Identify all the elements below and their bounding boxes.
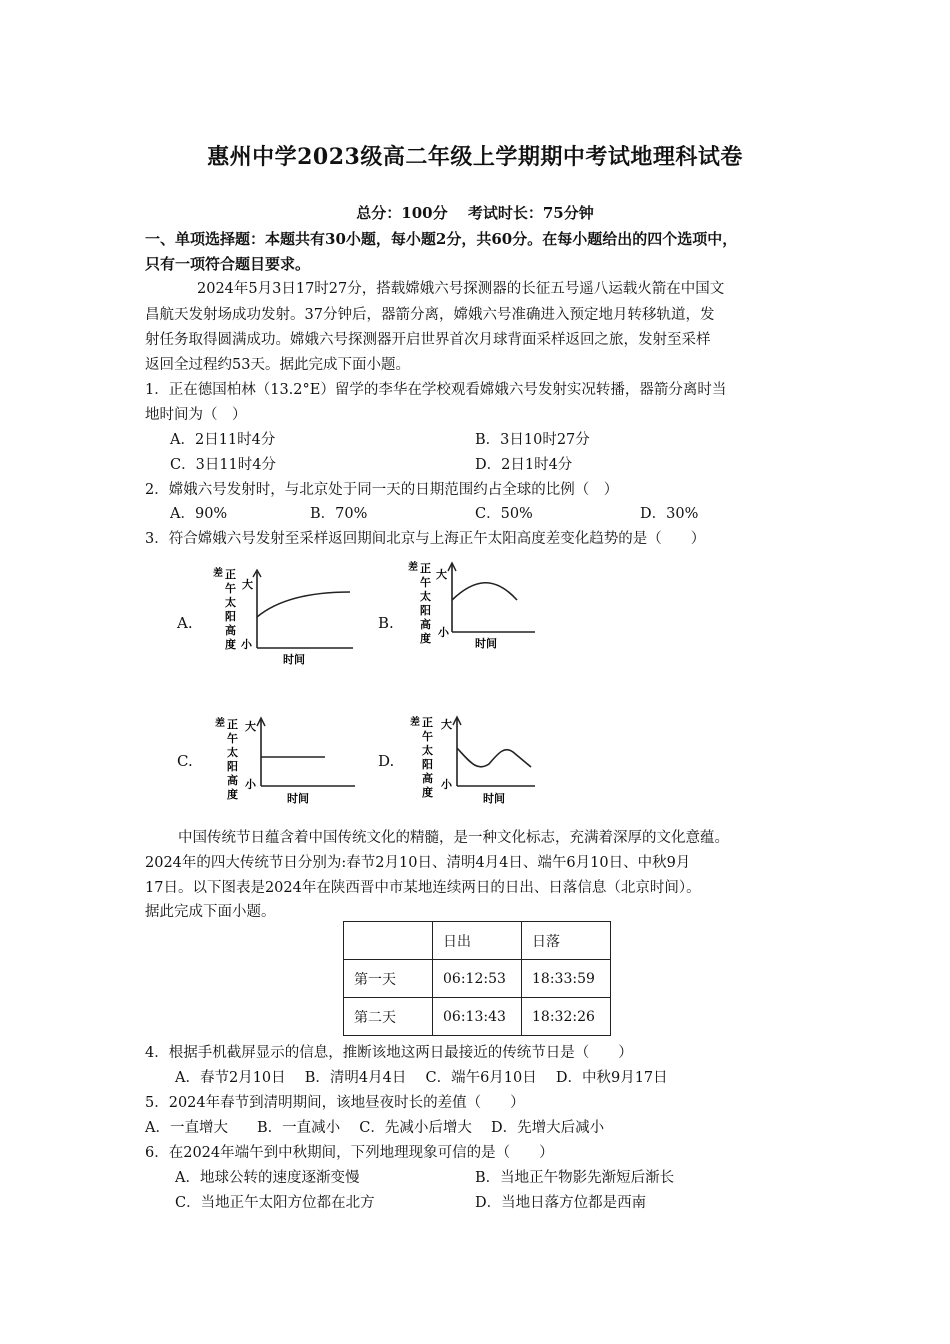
y-low: 小 — [438, 626, 449, 639]
table-cell: 06:13:43 — [433, 998, 522, 1036]
q1-option-c: C．3日11时4分 — [170, 457, 276, 473]
y-low: 小 — [245, 778, 256, 791]
chart-d — [405, 712, 540, 812]
y-label-char: 太 — [422, 744, 433, 757]
passage1-line: 返回全过程约53天。据此完成下面小题。 — [145, 357, 410, 373]
chart-b — [405, 558, 540, 658]
y-label-char: 高 — [225, 624, 236, 637]
y-label-char: 阳 — [227, 760, 238, 773]
y-label-char: 正 — [422, 716, 433, 729]
y-label-char: 正 — [225, 568, 236, 581]
y-label-char: 正 — [420, 562, 431, 575]
page-title: 惠州中学2023级高二年级上学期期中考试地理科试卷 — [207, 144, 743, 170]
y-label-char: 午 — [420, 576, 431, 589]
table-header-row — [344, 922, 611, 960]
chart-c-label: C. — [177, 752, 193, 770]
y-label-char: 度 — [422, 786, 433, 799]
q6-option-d: D．当地日落方位都是西南 — [475, 1195, 647, 1211]
x-label: 时间 — [475, 637, 497, 650]
q1-stem-line1: 1．正在德国柏林（13.2°E）留学的李华在学校观看嫦娥六号发射实况转播，器箭分离时当 — [145, 382, 727, 398]
y-label-char: 度 — [420, 632, 431, 645]
q2-option-d: D．30% — [640, 506, 699, 522]
passage1-line: 昌航天发射场成功发射。37分钟后，器箭分离，嫦娥六号准确进入预定地月转移轨道，发 — [145, 307, 715, 323]
trend-curve-b — [452, 583, 517, 600]
q1-option-a: A．2日11时4分 — [170, 432, 276, 448]
table-cell: 日落 — [522, 922, 611, 960]
q2-option-b: B．70% — [310, 506, 368, 522]
q5-stem: 5．2024年春节到清明期间，该地昼夜时长的差值（ ） — [145, 1095, 525, 1111]
passage2-line: 中国传统节日蕴含着中国传统文化的精髓，是一种文化标志，充满着深厚的文化意蕴。 — [178, 830, 729, 846]
q2-option-a: A．90% — [170, 506, 228, 522]
chart-a — [205, 562, 365, 672]
q1-option-b: B．3日10时27分 — [475, 432, 590, 448]
passage2-line: 据此完成下面小题。 — [145, 904, 276, 920]
q1-stem-line2: 地时间为（ ） — [145, 407, 247, 423]
y-label-extra: 差 — [215, 718, 225, 729]
sun-table — [343, 921, 611, 1036]
y-label-char: 太 — [225, 596, 236, 609]
table-cell: 06:12:53 — [433, 960, 522, 998]
y-label-char: 午 — [227, 732, 238, 745]
q6-option-b: B．当地正午物影先渐短后渐长 — [475, 1170, 675, 1186]
y-label-char: 正 — [227, 718, 238, 731]
passage2-line: 17日。以下图表是2024年在陕西晋中市某地连续两日的日出、日落信息（北京时间）。 — [145, 880, 701, 896]
y-label-char: 午 — [225, 582, 236, 595]
q4-stem: 4．根据手机截屏显示的信息，推断该地这两日最接近的传统节日是（ ） — [145, 1045, 633, 1061]
y-low: 小 — [441, 778, 452, 791]
y-label-char: 午 — [422, 730, 433, 743]
x-label: 时间 — [483, 792, 505, 805]
chart-c — [205, 712, 365, 812]
chart-d-label: D. — [378, 752, 395, 770]
table-cell: 18:32:26 — [522, 998, 611, 1036]
table-cell — [344, 922, 433, 960]
table-row — [344, 998, 611, 1036]
table-cell: 日出 — [433, 922, 522, 960]
q1-option-d: D．2日1时4分 — [475, 457, 573, 473]
section-heading-line1: 一、单项选择题：本题共有30小题，每小题2分，共60分。在每小题给出的四个选项中， — [145, 230, 738, 248]
section-heading-line2: 只有一项符合题目要求。 — [145, 255, 311, 273]
q5-options: A．一直增大 B．一直减小 C．先减小后增大 D．先增大后减小 — [145, 1120, 605, 1136]
q2-stem: 2．嫦娥六号发射时，与北京处于同一天的日期范围约占全球的比例（ ） — [145, 482, 619, 498]
table-row — [344, 960, 611, 998]
table-cell: 18:33:59 — [522, 960, 611, 998]
y-high: 大 — [242, 578, 253, 591]
y-label-char: 高 — [422, 772, 433, 785]
chart-a-label: A. — [177, 614, 193, 632]
y-low: 小 — [241, 638, 252, 651]
passage2-line: 2024年的四大传统节日分别为:春节2月10日、清明4月4日、端午6月10日、中秋9月 — [145, 855, 691, 871]
y-label-char: 阳 — [422, 758, 433, 771]
x-label: 时间 — [287, 792, 309, 805]
passage1-line: 2024年5月3日17时27分，搭载嫦娥六号探测器的长征五号遥八运载火箭在中国文 — [197, 281, 725, 297]
exam-meta: 总分：100分 考试时长：75分钟 — [356, 204, 594, 222]
q2-option-c: C．50% — [475, 506, 533, 522]
x-label: 时间 — [283, 653, 305, 666]
y-label-extra: 差 — [213, 568, 223, 579]
q3-stem: 3．符合嫦娥六号发射至采样返回期间北京与上海正午太阳高度差变化趋势的是（ ） — [145, 531, 706, 547]
q6-option-a: A．地球公转的速度逐渐变慢 — [175, 1170, 360, 1186]
y-label-char: 太 — [227, 746, 238, 759]
passage1-line: 射任务取得圆满成功。嫦娥六号探测器开启世界首次月球背面采样返回之旅，发射至采样 — [145, 332, 711, 348]
y-label-char: 度 — [227, 788, 238, 801]
y-label-char: 太 — [420, 590, 431, 603]
y-high: 大 — [245, 720, 256, 733]
y-label-char: 阳 — [225, 610, 236, 623]
y-label-extra: 差 — [410, 717, 420, 728]
y-label-char: 度 — [225, 638, 236, 651]
y-label-char: 高 — [420, 618, 431, 631]
y-label-char: 阳 — [420, 604, 431, 617]
q6-stem: 6．在2024年端午到中秋期间，下列地理现象可信的是（ ） — [145, 1145, 554, 1161]
y-high: 大 — [436, 568, 447, 581]
trend-curve-a — [257, 592, 350, 617]
y-label-extra: 差 — [408, 562, 418, 573]
trend-curve-d — [457, 748, 531, 767]
table-cell: 第一天 — [344, 960, 433, 998]
q6-option-c: C．当地正午太阳方位都在北方 — [175, 1195, 375, 1211]
y-high: 大 — [441, 718, 452, 731]
y-label-char: 高 — [227, 774, 238, 787]
table-cell: 第二天 — [344, 998, 433, 1036]
q4-options: A．春节2月10日 B．清明4月4日 C．端午6月10日 D．中秋9月17日 — [175, 1070, 668, 1086]
chart-b-label: B. — [378, 614, 394, 632]
